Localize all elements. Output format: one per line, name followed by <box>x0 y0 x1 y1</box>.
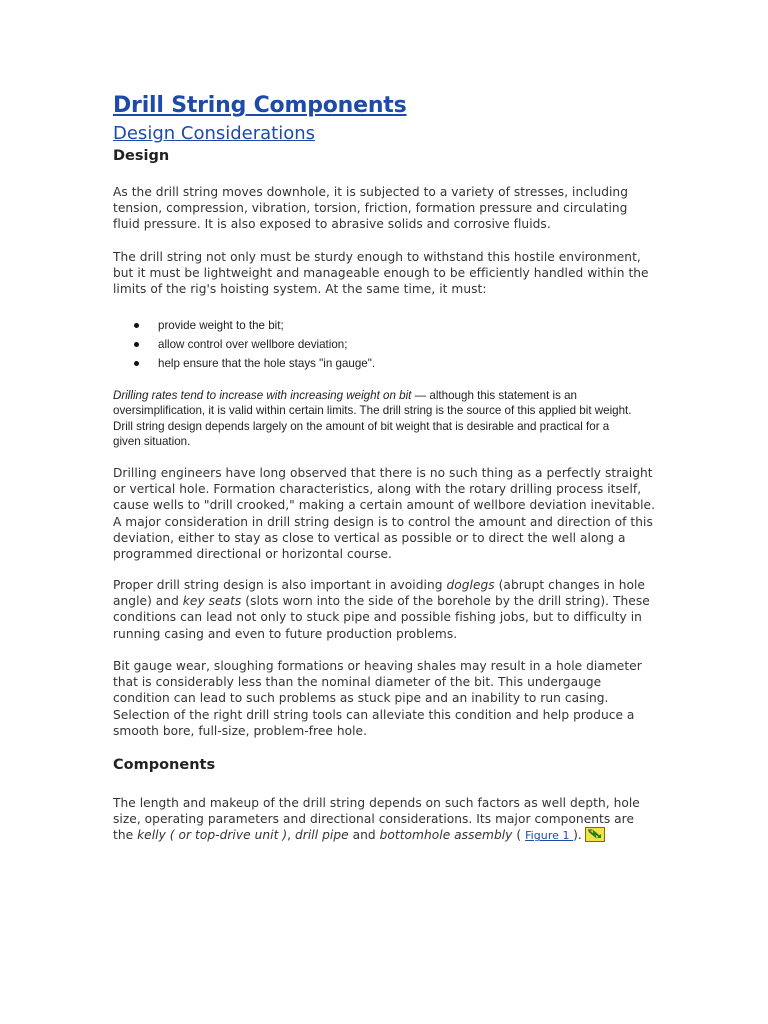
term-doglegs: doglegs <box>446 578 495 592</box>
section-heading-components: Components <box>113 757 216 773</box>
list-item-text: provide weight to the bit; <box>158 319 284 332</box>
paragraph-text: and <box>348 828 380 843</box>
list-item-text: allow control over wellbore deviation; <box>158 338 348 351</box>
paragraph-text: (slots worn into the side of the borehole by the drill string). These conditions can lead not only to stuck pipe and possible fishing jobs, but to difficulty in running casing and even to future production problems. <box>113 594 650 641</box>
paragraph-drilling-rates <box>113 388 633 450</box>
list-item <box>113 316 375 335</box>
bullet-icon <box>134 361 139 366</box>
list-item-text: help ensure that the hole stays "in gauge". <box>158 357 376 370</box>
paragraph-text: ( <box>512 828 526 843</box>
bullet-icon <box>134 342 139 347</box>
term-key-seats: key seats <box>182 594 242 609</box>
paragraph-text: The length and makeup of the drill string depends on such factors as well depth, hole size, operating parameters and directional considerations. Its major components are the <box>113 796 640 843</box>
requirements-list <box>113 316 375 373</box>
paragraph-text: Proper drill string design is also important in avoiding <box>113 578 447 592</box>
page-subtitle[interactable]: Design Considerations <box>113 123 316 144</box>
paragraph-text: ). <box>573 828 582 843</box>
term-kelly: kelly ( or top-drive unit ) <box>137 828 288 843</box>
section-heading-design: Design <box>113 148 170 164</box>
paragraph-text: (abrupt changes in hole angle) and <box>113 578 645 609</box>
paragraph-gauge-wear: Bit gauge wear, sloughing formations or heaving shales may result in a hole diameter that is considerably less than the nominal diameter of the bit. This undergauge condition can lead to such problems as stuck pipe and an inability to run casing. Selection of the right drill string tools can alleviate this condition and help produce a smooth bore, full-size, problem-free hole. <box>113 659 642 738</box>
paragraph-environment: The drill string not only must be sturdy enough to withstand this hostile environment, but it must be lightweight and manageable enough to be efficiently handled within the limits of the rig's hoisting system. At the same time, it must: <box>113 250 649 297</box>
term-drill-pipe: drill pipe <box>295 828 349 843</box>
paragraph-components <box>113 795 658 847</box>
emphasis-drilling-rates: Drilling rates tend to increase with increasing weight on bit <box>113 389 412 402</box>
figure-1-link[interactable]: Figure 1 <box>525 829 574 843</box>
list-item <box>113 335 375 354</box>
paragraph-stresses: As the drill string moves downhole, it is subjected to a variety of stresses, including tension, compression, vibration, torsion, friction, formation pressure and circulating fluid pressure. It is also exposed to abrasive solids and corrosive fluids. <box>113 185 628 232</box>
term-bottomhole-assembly: bottomhole assembly <box>379 828 513 843</box>
paragraph-doglegs <box>113 577 658 642</box>
figure-link-icon[interactable] <box>585 827 605 846</box>
bullet-icon <box>134 323 139 328</box>
paragraph-text: , <box>287 828 296 843</box>
paragraph-crooked-hole: Drilling engineers have long observed that there is no such thing as a perfectly straight or vertical hole. Formation characteristics, along with the rotary drilling process itself, cause wells to "drill crooked," making a certain amount of wellbore deviation inevitable. A major consideration in drill string design is to control the amount and direction of this deviation, either to stay as close to vertical as possible or to direct the well along a programmed directional or horizontal course. <box>113 466 656 562</box>
paragraph-text: — although this statement is an oversimplification, it is valid within certain limits. The drill string is the source of this applied bit weight. Drill string design depends largely on the amount of bit weight that is desirable and practical for a given situation. <box>113 389 632 449</box>
list-item <box>113 354 375 373</box>
page-title[interactable]: Drill String Components <box>113 93 407 118</box>
